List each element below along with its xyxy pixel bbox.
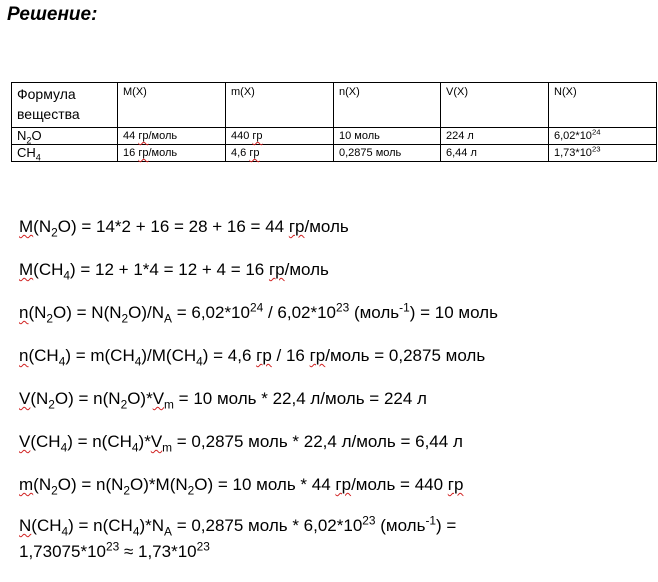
equation-volume-ch4: $V(CH_4) = n(CH_4)*V_m = 0,2875$ моль * 22,4 л/моль = 6,44 л xyxy=(19,432,463,455)
equation-volume-n2o: $V(N_2O) = n(N_2O)*V_m = 10$ моль * 22,4 л/моль = 224 л xyxy=(19,389,427,412)
cell-amount: 0,2875 моль xyxy=(334,145,441,162)
header-formula: Формула вещества xyxy=(12,83,118,128)
equation-amount-ch4: $n(CH_4) = m(CH_4)/M(CH_4) = 4,6$ гр / 16 гр/моль = 0,2875 моль xyxy=(19,346,486,369)
header-mass: m(X) xyxy=(226,83,334,128)
cell-molar-mass: 44 гр/моль xyxy=(118,128,226,145)
substance-table xyxy=(11,82,657,162)
header-amount: n(X) xyxy=(334,83,441,128)
table-row xyxy=(12,128,657,145)
cell-formula: $N_2O$ xyxy=(12,128,118,145)
equation-mass-n2o: $m(N_2O) = n(N_2O)*M(N_2O) = 10$ моль * 44 гр/моль = 440 гр xyxy=(19,475,464,498)
equations-block xyxy=(19,212,498,565)
equation-molar-mass-ch4: $M(CH_4) = 12 + 1*4 = 12 + 4 = 16$ гр/моль xyxy=(19,260,329,283)
cell-volume: 224 л xyxy=(441,128,549,145)
cell-amount: 10 моль xyxy=(334,128,441,145)
equation-particles-ch4: $N(CH_4) = n(CH_4)*N_A = 0,2875$ моль * $6,02*10^{23}$ (моль$^{-1}$) = $1,73075*10^{23} \approx 1,73*10^{23}$ xyxy=(19,513,498,565)
equation-amount-n2o: $n(N_2O) = N(N_2O)/N_A = 6,02*10^{24} / 6,02*10^{23}$ (моль$^{-1}$) = 10 моль xyxy=(19,300,498,326)
header-molar-mass: M(X) xyxy=(118,83,226,128)
header-volume: V(X) xyxy=(441,83,549,128)
equation-molar-mass-n2o: $M(N_2O) = 14*2 + 16 = 28 + 16 = 44$ гр/моль xyxy=(19,217,349,240)
cell-molar-mass: 16 гр/моль xyxy=(118,145,226,162)
cell-particles: $1,73*10^{23}$ xyxy=(549,145,657,162)
cell-particles: $6,02*10^{24}$ xyxy=(549,128,657,145)
solution-heading: Решение: xyxy=(7,4,98,25)
equation-particles-result: $1,73075*10^{23} \approx 1,73*10^{23}$ xyxy=(19,539,210,561)
cell-formula: $CH_4$ xyxy=(12,145,118,162)
cell-mass: 440 гр xyxy=(226,128,334,145)
cell-volume: 6,44 л xyxy=(441,145,549,162)
header-particles: N(X) xyxy=(549,83,657,128)
table-row xyxy=(12,145,657,162)
cell-mass: 4,6 гр xyxy=(226,145,334,162)
table-header-row xyxy=(12,83,657,128)
